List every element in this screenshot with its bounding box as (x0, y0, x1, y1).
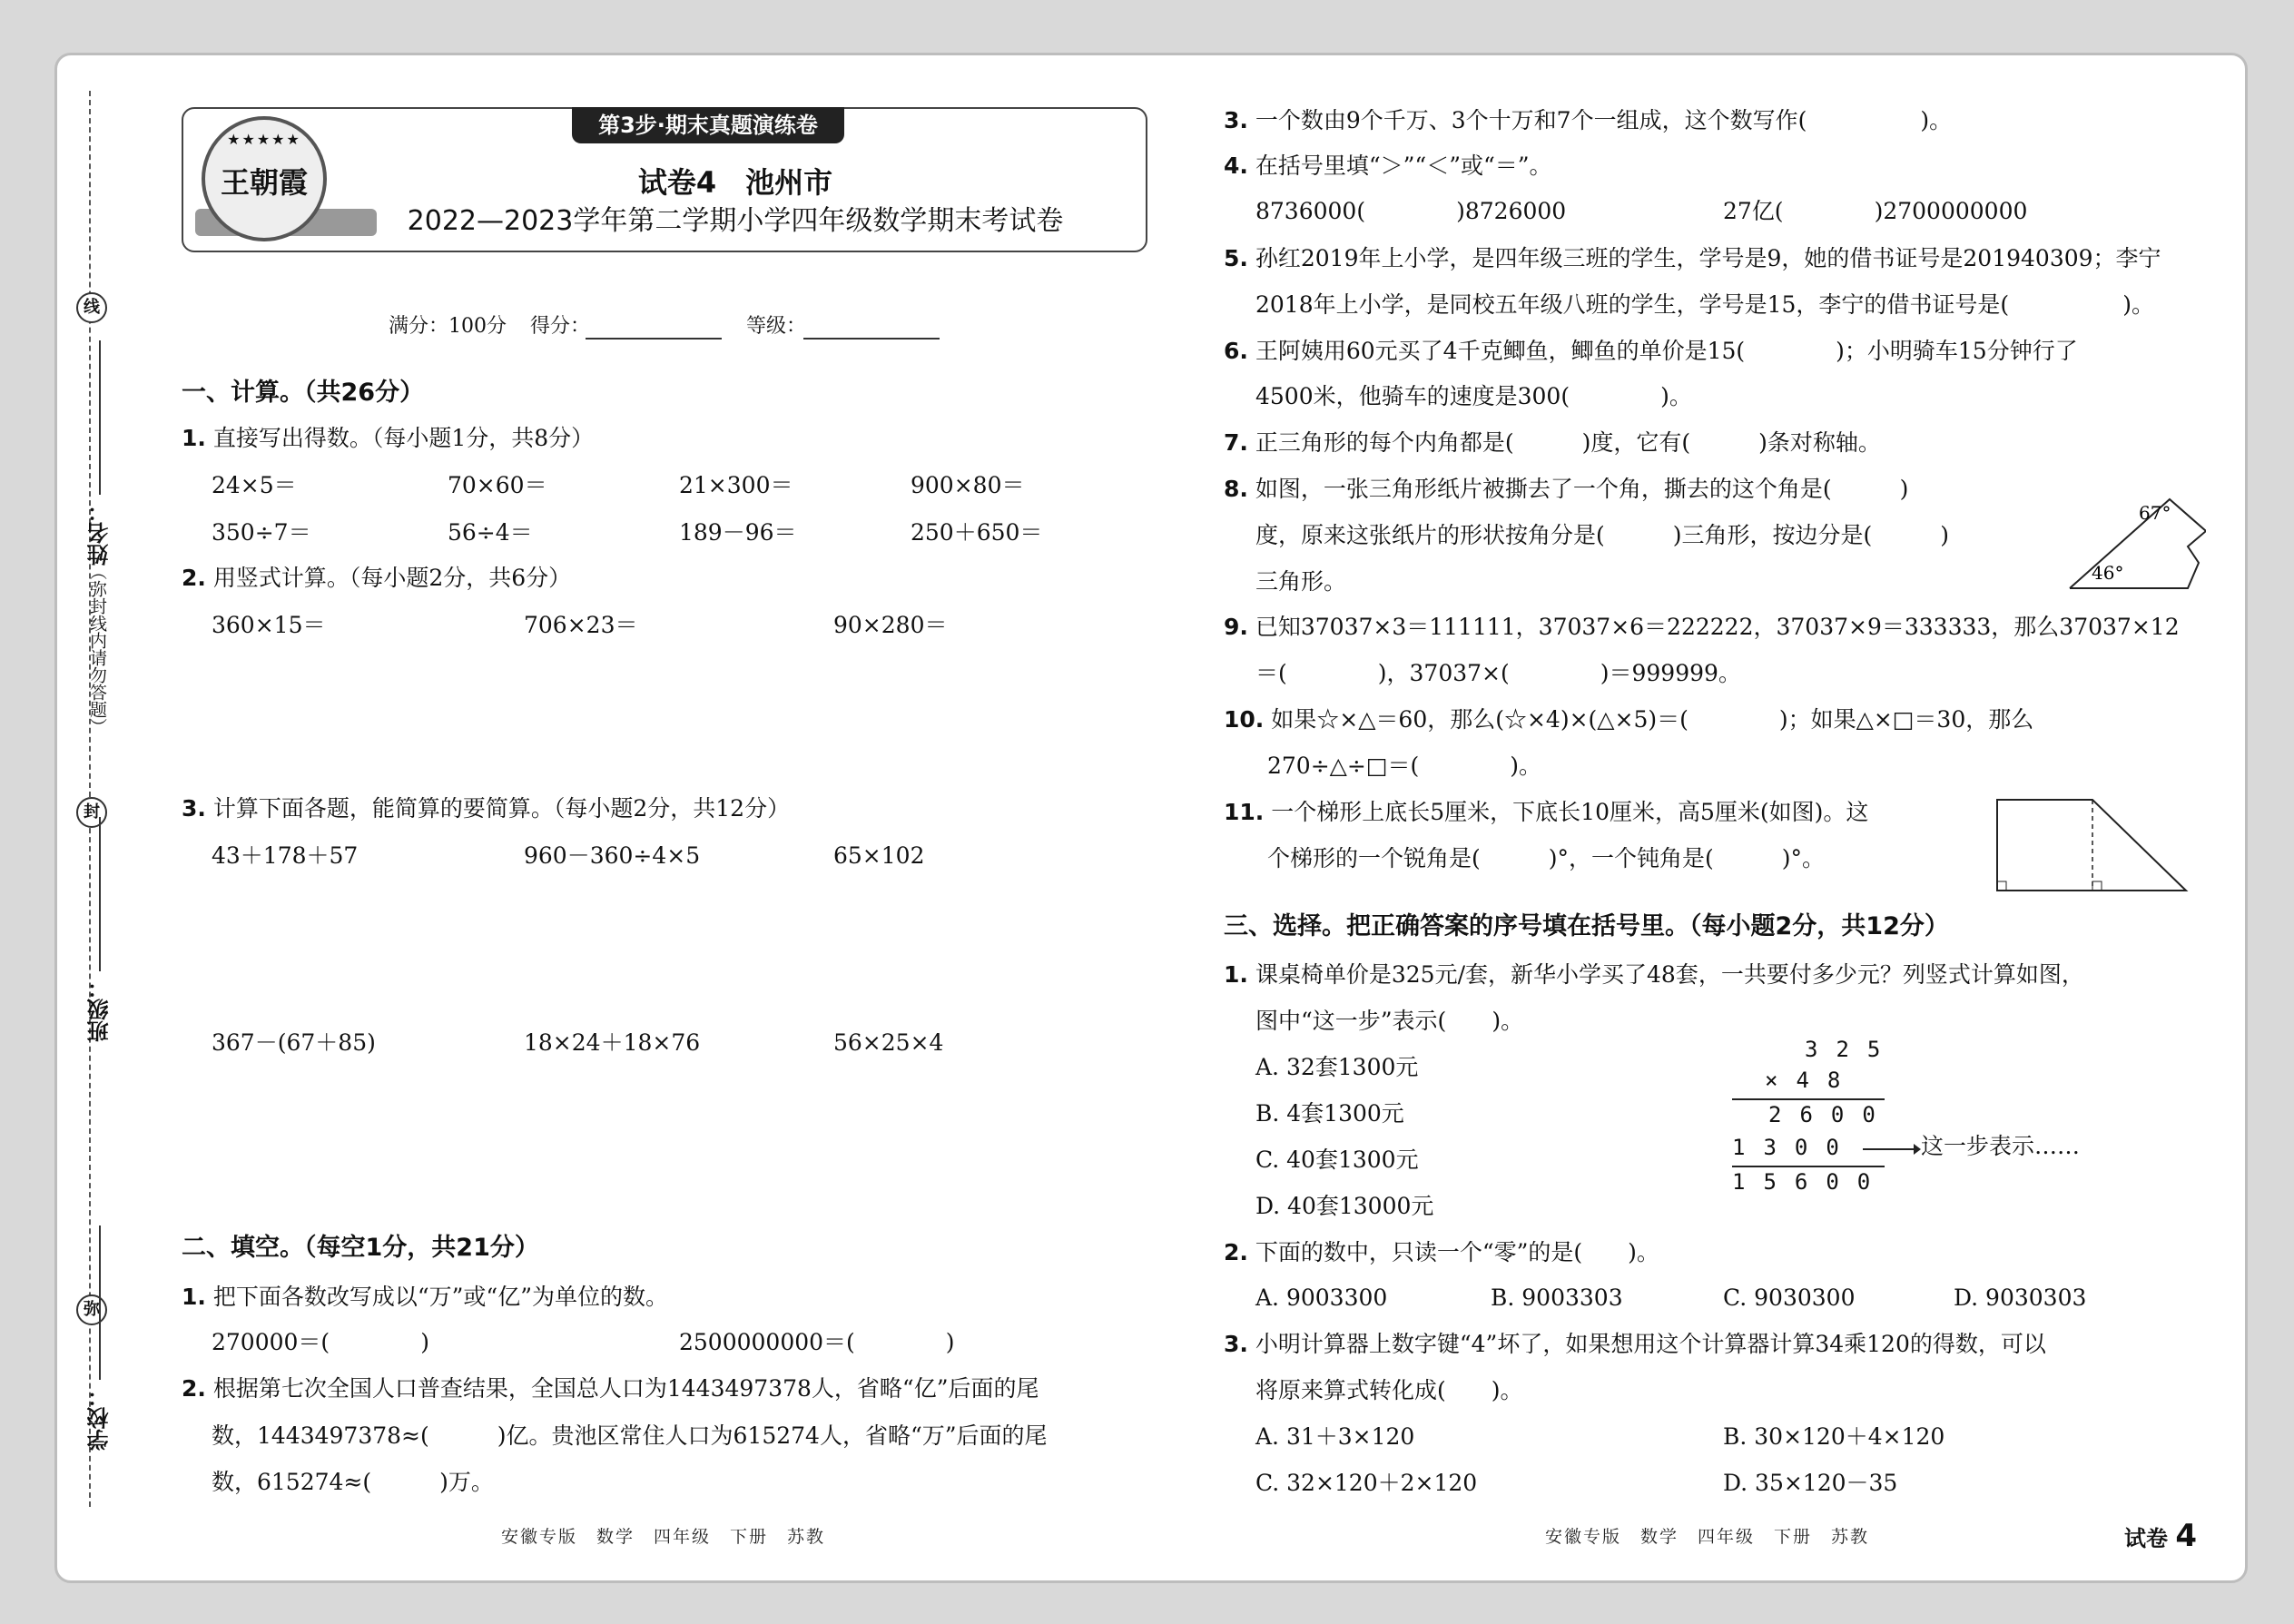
score-blank[interactable] (586, 338, 722, 340)
logo-text: 王朝霞 (220, 165, 308, 200)
vm-multiplier: ×48 (1765, 1068, 1859, 1093)
q-number: 6. (1224, 338, 1248, 364)
vm-step-note: 这一步表示…… (1921, 1133, 2081, 1159)
q-number: 11. (1224, 799, 1265, 825)
q-text: 用竖式计算。（每小题2分，共6分） (212, 565, 572, 591)
vm-partial-1: 2600 (1768, 1102, 1894, 1127)
brand-logo (202, 116, 327, 241)
fill-7 (1224, 429, 1881, 457)
choice-3-option-a[interactable]: A. 31＋3×120 (1255, 1423, 1415, 1450)
fill-4b: 27亿( )2700000000 (1723, 198, 2028, 224)
q-number: 1. (182, 1284, 206, 1310)
vertical-calc-item: 360×15＝ (212, 612, 326, 638)
section-1-title: 一、计算。（共26分） (182, 379, 425, 407)
fill-11-line2: 个梯形的一个锐角是( )°，一个钝角是( )°。 (1267, 845, 1826, 871)
q-number: 10. (1224, 706, 1265, 733)
choice-3-option-b[interactable]: B. 30×120＋4×120 (1723, 1423, 1945, 1450)
name-field (84, 340, 115, 566)
full-score: 满分：100分 (389, 315, 507, 338)
fill-1b: 2500000000＝( ) (679, 1329, 955, 1355)
name-line[interactable] (99, 340, 101, 495)
q-text: 已知37037×3＝111111，37037×6＝222222，37037×9＝333333，那么37037×12 (1255, 614, 2180, 640)
binding-mark-mi: 弥 (76, 1294, 107, 1325)
choice-2 (1224, 1239, 1659, 1266)
vm-rule-1 (1732, 1098, 1885, 1100)
calc-item: 900×80＝ (911, 472, 1025, 498)
q-number: 4. (1224, 153, 1248, 179)
right-angle-mark (2092, 881, 2102, 891)
choice-1 (1224, 961, 2084, 989)
q-number: 1. (1224, 961, 1248, 988)
vertical-calc-item: 90×280＝ (833, 612, 948, 638)
binding-mark-xian: 线 (76, 292, 107, 323)
name-label: 姓名： (87, 500, 113, 566)
fill-8 (1224, 476, 1908, 503)
fill-3 (1224, 107, 1952, 134)
page-prefix: 试卷 (2124, 1526, 2168, 1551)
grade-label: 等级： (746, 315, 807, 338)
choice-2-option-a[interactable]: A. 9003300 (1255, 1284, 1388, 1311)
q-number: 5. (1224, 245, 1248, 271)
section-2-title: 二、填空。（每空1分，共21分） (182, 1234, 539, 1262)
calc-item: 250＋650＝ (911, 519, 1043, 546)
fill-8-line3: 三角形。 (1255, 568, 1347, 595)
page-num: 4 (2175, 1518, 2198, 1554)
fill-2 (182, 1375, 1039, 1403)
choice-1-line2: 图中“这一步”表示( )。 (1255, 1008, 1524, 1034)
choice-3 (1224, 1331, 2046, 1358)
q-text: 把下面各数改写成以“万”或“亿”为单位的数。 (212, 1284, 668, 1310)
q-number: 3. (182, 795, 206, 822)
vm-multiplicand: 325 (1805, 1037, 1899, 1062)
q-number: 2. (182, 565, 206, 591)
q-number: 8. (1224, 476, 1248, 502)
q-text: 在括号里填“＞”“＜”或“＝”。 (1255, 153, 1552, 179)
simplify-item: 960－360÷4×5 (524, 842, 701, 869)
q-number: 3. (1224, 107, 1248, 133)
fill-1 (182, 1284, 668, 1311)
fill-9 (1224, 614, 2180, 641)
fill-2-line2: 数，1443497378≈( )亿。贵池区常住人口为615274人，省略“万”后面的尾 (212, 1422, 1048, 1449)
q-text: 如果☆×△＝60，那么(☆×4)×(△×5)＝( )；如果△×□＝30，那么 (1271, 706, 2034, 733)
angle-67-label: 67° (2139, 502, 2171, 524)
arrow-icon (1863, 1140, 1921, 1158)
fill-8-line2: 度，原来这张纸片的形状按角分是( )三角形，按边分是( ) (1255, 522, 1950, 548)
q-number: 2. (1224, 1239, 1248, 1265)
question-1-3 (182, 795, 790, 822)
calc-item: 70×60＝ (448, 472, 547, 498)
fill-11 (1224, 799, 1868, 826)
triangle-outline (2070, 499, 2206, 588)
step-tab: 第3步·期末真题演练卷 (572, 107, 844, 143)
class-field (84, 817, 115, 1042)
choice-3-option-d[interactable]: D. 35×120－35 (1723, 1470, 1898, 1496)
fill-5-line2: 2018年上小学，是同校五年级八班的学生，学号是15，李宁的借书证号是( )。 (1255, 291, 2154, 318)
q-text: 直接写出得数。（每小题1分，共8分） (212, 425, 595, 451)
q-number: 1. (182, 425, 206, 451)
angle-46-label: 46° (2092, 562, 2124, 584)
footer-left: 安徽专版 数学 四年级 下册 苏教 (501, 1527, 826, 1547)
q-text: 如图，一张三角形纸片被撕去了一个角，撕去的这个角是( ) (1255, 476, 1909, 502)
binding-mark-feng: 封 (76, 797, 107, 828)
fill-4 (1224, 153, 1552, 180)
section-3-title: 三、选择。把正确答案的序号填在括号里。（每小题2分，共12分） (1224, 912, 1949, 940)
choice-1-option-d[interactable]: D. 40套13000元 (1255, 1193, 1434, 1219)
q-text: 根据第七次全国人口普查结果，全国总人口为1443497378人，省略“亿”后面的尾 (212, 1375, 1039, 1402)
question-1-1 (182, 425, 594, 452)
question-1-2 (182, 565, 571, 592)
simplify-item: 43＋178＋57 (212, 842, 359, 869)
page-number (2124, 1518, 2197, 1554)
vertical-calc-item: 706×23＝ (524, 612, 638, 638)
choice-1-option-c[interactable]: C. 40套1300元 (1255, 1147, 1419, 1173)
q-text: 正三角形的每个内角都是( )度，它有( )条对称轴。 (1255, 429, 1881, 456)
calc-item: 21×300＝ (679, 472, 793, 498)
score-label: 得分： (530, 315, 591, 338)
class-label: 班级： (87, 977, 113, 1042)
choice-2-option-d[interactable]: D. 9030303 (1954, 1284, 2087, 1311)
school-line[interactable] (99, 1225, 101, 1380)
footer-right: 安徽专版 数学 四年级 下册 苏教 (1545, 1527, 1870, 1547)
simplify-item: 367－(67＋85) (212, 1029, 376, 1056)
choice-1-option-b[interactable]: B. 4套1300元 (1255, 1100, 1404, 1127)
torn-triangle-figure (2061, 481, 2206, 599)
choice-1-option-a[interactable]: A. 32套1300元 (1255, 1054, 1419, 1080)
q-text: 计算下面各题，能简算的要简算。（每小题2分，共12分） (212, 795, 791, 822)
q-text: 一个梯形上底长5厘米，下底长10厘米，高5厘米(如图)。这 (1271, 799, 1869, 825)
trapezoid-outline (1997, 800, 2186, 891)
trapezoid-figure (1988, 795, 2197, 895)
school-label: 学校： (87, 1385, 113, 1451)
q-number: 9. (1224, 614, 1248, 640)
paper-subtitle: 2022—2023学年第二学期小学四年级数学期末考试卷 (407, 205, 1064, 237)
fill-10 (1224, 706, 2033, 733)
binding-note: （弥封线内请勿答题） (87, 563, 107, 735)
fill-6-line2: 4500米，他骑车的速度是300( )。 (1255, 383, 1692, 409)
logo-stars-icon: ★★★★★ (227, 131, 301, 148)
q-number: 7. (1224, 429, 1248, 456)
calc-item: 350÷7＝ (212, 519, 311, 546)
q-text: 课桌椅单价是325元/套，新华小学买了48套，一共要付多少元？列竖式计算如图， (1255, 961, 2084, 988)
fill-10-line2: 270÷△÷□＝( )。 (1267, 753, 1541, 779)
school-field (84, 1225, 115, 1451)
calc-item: 56÷4＝ (448, 519, 533, 546)
vm-product: 15600 (1732, 1169, 1889, 1195)
choice-3-line2: 将原来算式转化成( )。 (1255, 1377, 1523, 1403)
fill-5 (1224, 245, 2161, 272)
calc-item: 189－96＝ (679, 519, 797, 546)
q-text: 孙红2019年上小学，是四年级三班的学生，学号是9，她的借书证号是201940309；李宁 (1255, 245, 2161, 271)
class-line[interactable] (99, 817, 101, 971)
q-text: 一个数由9个千万、3个十万和7个一组成，这个数写作( )。 (1255, 107, 1953, 133)
fill-1a: 270000＝( ) (212, 1329, 429, 1355)
grade-blank[interactable] (803, 338, 940, 340)
fill-9-line2: ＝( )，37037×( )＝999999。 (1255, 660, 1741, 686)
choice-2-option-b[interactable]: B. 9003303 (1491, 1284, 1623, 1311)
calc-item: 24×5＝ (212, 472, 297, 498)
q-text: 小明计算器上数字键“4”坏了，如果想用这个计算器计算34乘120的得数，可以 (1255, 1331, 2046, 1357)
fill-6 (1224, 338, 2078, 365)
simplify-item: 56×25×4 (833, 1029, 944, 1056)
right-angle-mark (1997, 881, 2006, 891)
q-number: 3. (1224, 1331, 1248, 1357)
q-text: 王阿姨用60元买了4千克鲫鱼，鲫鱼的单价是15( )；小明骑车15分钟行了 (1255, 338, 2078, 364)
choice-2-option-c[interactable]: C. 9030300 (1723, 1284, 1856, 1311)
fill-4a: 8736000( )8726000 (1255, 198, 1567, 224)
fill-2-line3: 数，615274≈( )万。 (212, 1469, 494, 1495)
simplify-item: 18×24＋18×76 (524, 1029, 701, 1056)
simplify-item: 65×102 (833, 842, 925, 869)
choice-3-option-c[interactable]: C. 32×120＋2×120 (1255, 1470, 1478, 1496)
paper-title: 试卷4 池州市 (637, 165, 833, 200)
q-number: 2. (182, 1375, 206, 1402)
q-text: 下面的数中，只读一个“零”的是( )。 (1255, 1239, 1659, 1265)
vm-partial-2: 1300 (1732, 1135, 1857, 1160)
vm-rule-2 (1732, 1166, 1885, 1167)
